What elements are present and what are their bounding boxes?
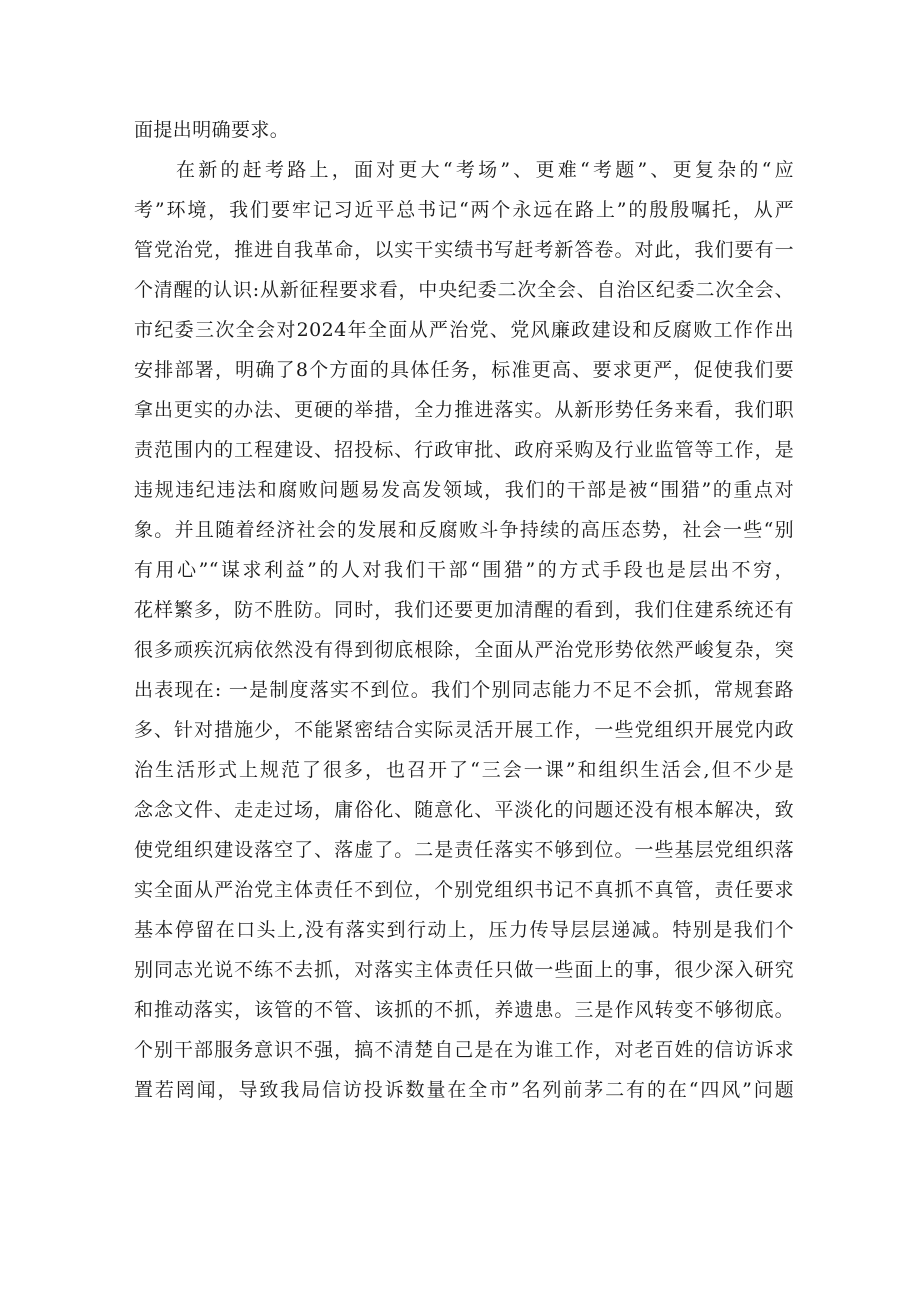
text-line: 出表现在: 一是制度落实不到位。我们个别同志能力不足不会抓，常规套路 [134, 679, 794, 701]
text-line: 花样繁多，防不胜防。同时，我们还要更加清醒的看到，我们住建系统还有 [134, 599, 794, 621]
text-line: 管党治党，推进自我革命，以实干实绩书写赶考新答卷。对此，我们要有一 [134, 239, 794, 261]
text-line: 责范围内的工程建设、招投标、行政审批、政府采购及行业监管等工作，是 [134, 439, 794, 461]
text-line: 多、针对措施少，不能紧密结合实际灵活开展工作，一些党组织开展党内政 [134, 719, 794, 741]
text-line: 置若罔闻，导致我局信访投诉数量在全市”名列前茅二有的在“四风”问题 [134, 1079, 794, 1101]
text-line: 象。并且随着经济社会的发展和反腐败斗争持续的高压态势，社会一些“别 [134, 519, 794, 541]
text-line: 市纪委三次全会对2024年全面从严治党、党风廉政建设和反腐败工作作出 [134, 319, 794, 341]
text-line: 在新的赶考路上，面对更大“考场”、更难“考题”、更复杂的“应 [176, 159, 794, 181]
text-line: 念念文件、走走过场，庸俗化、随意化、平淡化的问题还没有根本解决，致 [134, 799, 794, 821]
text-line: 有用心”“谋求利益”的人对我们干部“围猎”的方式手段也是层出不穷， [134, 559, 794, 581]
text-line: 很多顽疾沉病依然没有得到彻底根除，全面从严治党形势依然严峻复杂，突 [134, 639, 794, 661]
text-line: 违规违纪违法和腐败问题易发高发领域，我们的干部是被“围猎”的重点对 [134, 479, 794, 501]
text-line: 个清醒的认识:从新征程要求看，中央纪委二次全会、自治区纪委二次全会、 [134, 279, 794, 301]
body-text [134, 110, 794, 1110]
text-line: 基本停留在口头上,没有落实到行动上，压力传导层层递减。特别是我们个 [134, 919, 794, 941]
text-line: 面提出明确要求。 [134, 119, 290, 141]
text-line: 个别干部服务意识不强，搞不清楚自己是在为谁工作，对老百姓的信访诉求 [134, 1039, 794, 1061]
text-line: 安排部署，明确了8个方面的具体任务，标准更高、要求更严，促使我们要 [134, 359, 794, 381]
text-line: 治生活形式上规范了很多，也召开了“三会一课”和组织生活会,但不少是 [134, 759, 794, 781]
text-line: 实全面从严治党主体责任不到位，个别党组织书记不真抓不真管，责任要求 [134, 879, 794, 901]
text-line: 拿出更实的办法、更硬的举措，全力推进落实。从新形势任务来看，我们职 [134, 399, 794, 421]
text-line: 考”环境，我们要牢记习近平总书记“两个永远在路上”的殷殷嘱托，从严 [134, 199, 794, 221]
text-line: 别同志光说不练不去抓，对落实主体责任只做一些面上的事，很少深入研究 [134, 959, 794, 981]
text-line: 使党组织建设落空了、落虚了。二是责任落实不够到位。一些基层党组织落 [134, 839, 794, 861]
text-line: 和推动落实，该管的不管、该抓的不抓，养遗患。三是作风转变不够彻底。 [134, 999, 794, 1021]
